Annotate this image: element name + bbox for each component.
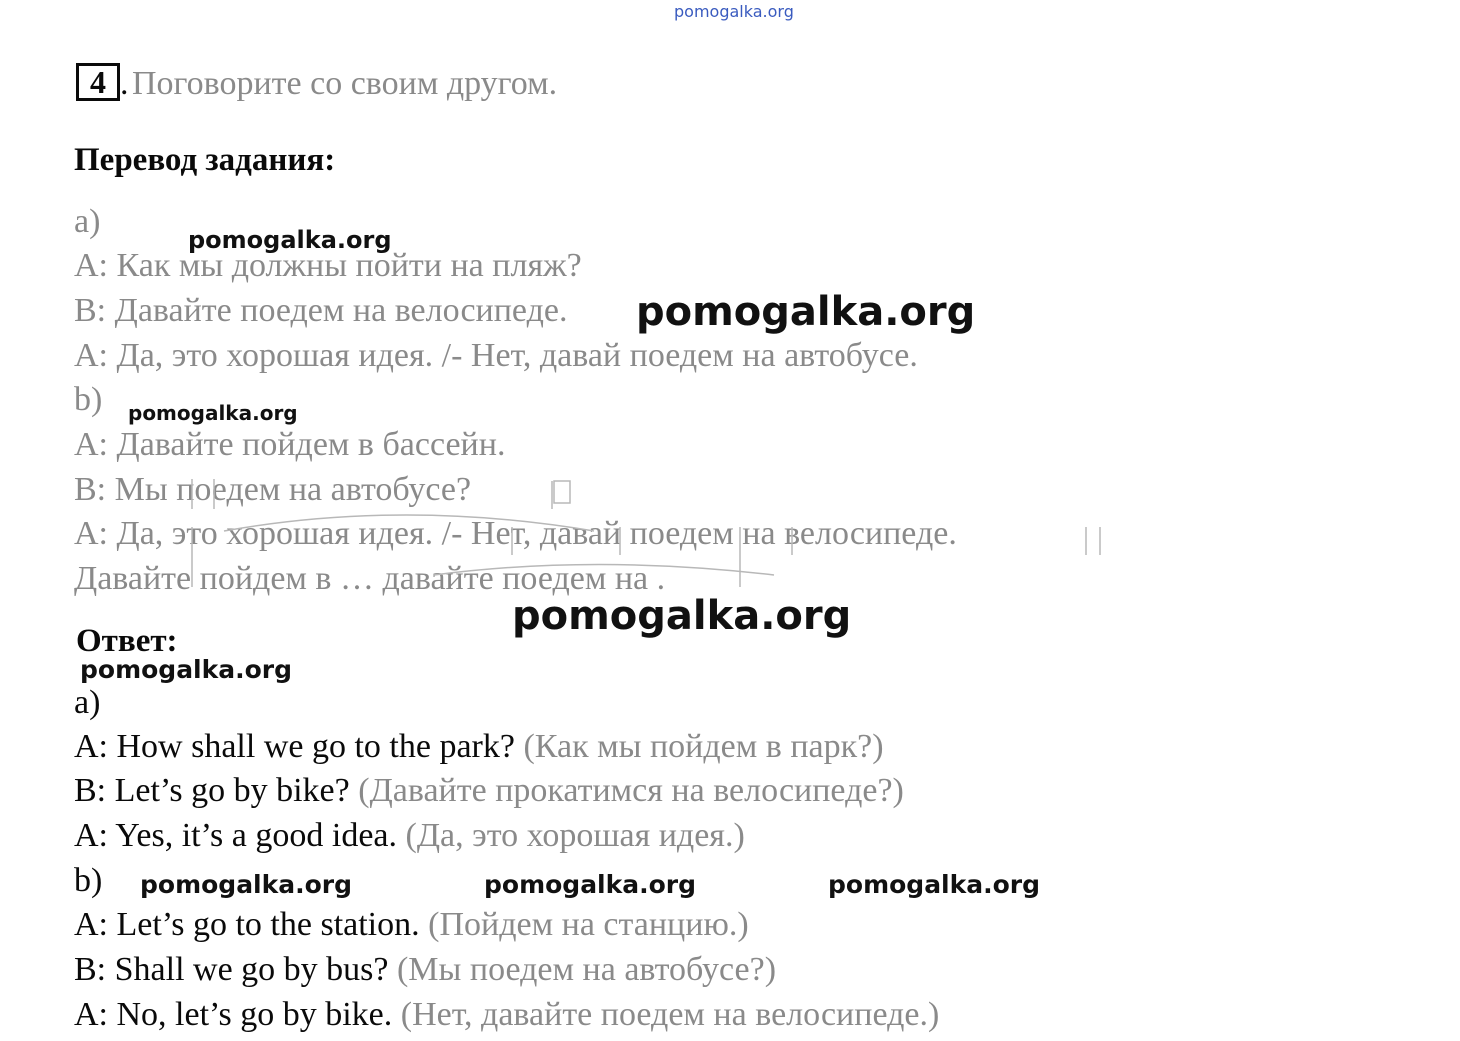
answer-russian: (Да, это хорошая идея.) [405, 817, 745, 854]
translation-line: A: Да, это хорошая идея. /- Нет, давай поедем на велосипеде. [74, 515, 957, 552]
answer-russian: (Как мы пойдем в парк?) [523, 728, 884, 765]
watermark: pomogalka.org [636, 289, 976, 335]
task-number-dot: . [120, 65, 129, 102]
translation-line: B: Давайте поедем на велосипеде. [74, 292, 568, 329]
answer-line [74, 816, 745, 856]
translation-line: A: Да, это хорошая идея. /- Нет, давай поедем на автобусе. [74, 337, 918, 374]
task-number-box [76, 63, 120, 101]
answer-heading: Ответ: [76, 623, 178, 659]
watermark: pomogalka.org [512, 593, 852, 639]
watermark: pomogalka.org [80, 655, 293, 684]
translation-line: Давайте пойдем в … давайте поедем на . [74, 560, 666, 597]
answer-russian: (Давайте прокатимся на велосипеде?) [358, 772, 904, 809]
translation-heading: Перевод задания: [74, 142, 336, 178]
answer-russian: (Нет, давайте поедем на велосипеде.) [400, 996, 940, 1033]
answer-line [74, 905, 749, 945]
answer-english: A: Yes, it’s a good idea. [74, 817, 397, 854]
translation-line: A: Давайте пойдем в бассейн. [74, 426, 506, 463]
answer-english: A: No, let’s go by bike. [74, 996, 393, 1033]
answer-line [74, 771, 904, 811]
answer-english: A: How shall we go to the park? [74, 728, 515, 765]
answer-russian: (Пойдем на станцию.) [428, 906, 749, 943]
top-watermark: pomogalka.org [674, 2, 794, 21]
translation-line: a) [74, 203, 101, 240]
answer-english: B: Shall we go by bus? [74, 951, 389, 988]
watermark: pomogalka.org [484, 870, 697, 899]
answer-line [74, 995, 939, 1035]
answer-line [74, 950, 776, 990]
answer-line [74, 727, 884, 767]
answer-label-a: a) [74, 684, 101, 721]
watermark: pomogalka.org [188, 226, 392, 254]
answer-label-b: b) [74, 862, 103, 899]
watermark: pomogalka.org [140, 870, 353, 899]
answer-russian: (Мы поедем на автобусе?) [396, 951, 777, 988]
watermark: pomogalka.org [828, 870, 1041, 899]
task-title: Поговорите со своим другом. [132, 65, 558, 102]
answer-english: A: Let’s go to the station. [74, 906, 420, 943]
translation-line: b) [74, 381, 103, 418]
translation-line: A: Как мы должны пойти на пляж? [74, 247, 582, 284]
translation-line: B: Мы поедем на автобусе? [74, 471, 472, 508]
task-number: 4 [90, 64, 106, 100]
answer-english: B: Let’s go by bike? [74, 772, 350, 809]
watermark: pomogalka.org [128, 401, 298, 425]
